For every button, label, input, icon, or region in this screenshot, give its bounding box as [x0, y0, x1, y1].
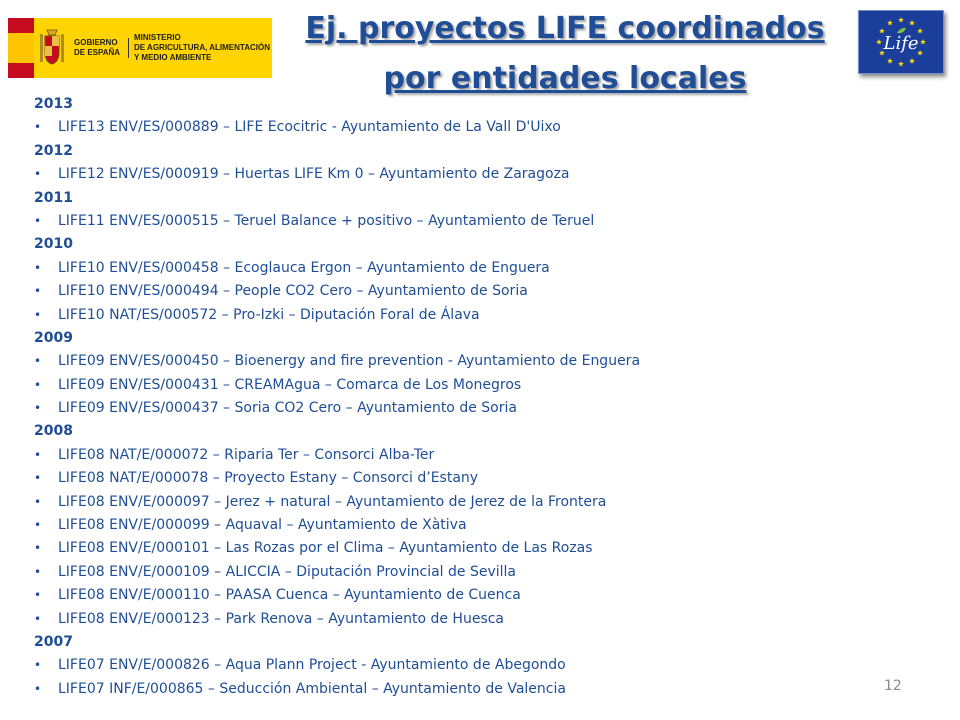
life-stars-icon — [859, 11, 943, 73]
project-item — [34, 397, 894, 420]
project-item — [34, 584, 894, 607]
project-item-text: LIFE09 ENV/ES/000437 – Soria CO2 Cero – Ayuntamiento de Soria — [58, 400, 517, 417]
project-item-text: LIFE09 ENV/ES/000431 – CREAMAgua – Comarca de Los Monegros — [58, 376, 522, 393]
project-item-text: LIFE08 ENV/E/000099 – Aquaval – Ayuntamiento de Xàtiva — [58, 517, 467, 534]
project-item-text: LIFE08 NAT/E/000078 – Proyecto Estany – Consorci d’Estany — [58, 470, 479, 487]
project-item-text: LIFE13 ENV/ES/000889 – LIFE Ecocitric - Ayuntamiento de La Vall D'Uixo — [58, 119, 561, 136]
project-item — [34, 280, 894, 303]
project-item-text: LIFE10 ENV/ES/000494 – People CO2 Cero – Ayuntamiento de Soria — [58, 283, 528, 300]
project-item-text: LIFE11 ENV/ES/000515 – Teruel Balance + positivo – Ayuntamiento de Teruel — [58, 212, 595, 229]
project-item — [34, 116, 894, 139]
project-item — [34, 210, 894, 233]
project-item-text: LIFE08 ENV/E/000097 – Jerez + natural – Ayuntamiento de Jerez de la Frontera — [58, 493, 607, 510]
bullet-icon: • — [34, 260, 42, 275]
year-heading: 2011 — [34, 189, 73, 206]
project-item-text: LIFE08 ENV/E/000110 – PAASA Cuenca – Ayuntamiento de Cuenca — [58, 587, 521, 604]
year-heading: 2008 — [34, 423, 73, 440]
project-item — [34, 257, 894, 280]
project-item — [34, 537, 894, 560]
gov-text-block — [70, 18, 272, 78]
project-item-text: LIFE07 ENV/E/000826 – Aqua Plann Project - Ayuntamiento de Abegondo — [58, 657, 566, 674]
eu-star-icon — [909, 20, 915, 25]
eu-star-icon — [898, 61, 904, 66]
bullet-icon: • — [34, 658, 42, 673]
project-item-text: LIFE08 ENV/E/000109 – ALICCIA – Diputación Provincial de Sevilla — [58, 563, 516, 580]
bullet-icon: • — [34, 284, 42, 299]
gobierno-label: GOBIERNO DE ESPAÑA — [74, 38, 129, 58]
eu-star-icon — [876, 39, 882, 44]
project-item — [34, 163, 894, 186]
bullet-icon: • — [34, 354, 42, 369]
eu-star-icon — [887, 20, 893, 25]
eu-life-logo — [858, 10, 944, 74]
ministerio-label: MINISTERIO DE AGRICULTURA, ALIMENTACIÓN Y MEDIO AMBIENTE — [134, 33, 270, 62]
bullet-icon: • — [34, 447, 42, 462]
eu-star-icon — [898, 17, 904, 22]
bullet-icon: • — [34, 588, 42, 603]
bullet-icon: • — [34, 401, 42, 416]
spain-flag-icon — [8, 18, 34, 78]
bullet-icon: • — [34, 611, 42, 626]
eu-star-icon — [909, 58, 915, 63]
project-item — [34, 561, 894, 584]
project-item — [34, 467, 894, 490]
project-item — [34, 444, 894, 467]
bullet-icon: • — [34, 471, 42, 486]
bullet-icon: • — [34, 167, 42, 182]
bullet-icon: • — [34, 377, 42, 392]
eu-star-icon — [887, 58, 893, 63]
bullet-icon: • — [34, 541, 42, 556]
bullet-icon: • — [34, 681, 42, 696]
coat-of-arms-icon — [34, 18, 70, 78]
project-item-text: LIFE08 ENV/E/000101 – Las Rozas por el Clima – Ayuntamiento de Las Rozas — [58, 540, 593, 557]
project-item — [34, 304, 894, 327]
bullet-icon: • — [34, 518, 42, 533]
project-item-text: LIFE09 ENV/ES/000450 – Bioenergy and fire prevention - Ayuntamiento de Enguera — [58, 353, 641, 370]
year-heading: 2009 — [34, 329, 73, 346]
page-number: 12 — [884, 678, 902, 694]
life-logo-text: Life — [883, 33, 919, 54]
project-item — [34, 350, 894, 373]
bullet-icon: • — [34, 494, 42, 509]
project-item — [34, 374, 894, 397]
year-heading: 2007 — [34, 633, 73, 650]
project-item-text: LIFE08 ENV/E/000123 – Park Renova – Ayuntamiento de Huesca — [58, 610, 505, 627]
project-item — [34, 654, 894, 677]
slide-title: Ej. proyectos LIFE coordinados por entidades locales — [305, 11, 825, 96]
year-heading: 2012 — [34, 142, 73, 159]
project-item — [34, 491, 894, 514]
bullet-icon: • — [34, 120, 42, 135]
year-heading: 2010 — [34, 236, 73, 253]
year-heading: 2013 — [34, 96, 73, 112]
project-item-text: LIFE12 ENV/ES/000919 – Huertas LIFE Km 0 – Ayuntamiento de Zaragoza — [58, 166, 570, 183]
project-item-text: LIFE10 NAT/ES/000572 – Pro-Izki – Diputación Foral de Álava — [58, 306, 480, 323]
project-item — [34, 514, 894, 537]
project-item — [34, 678, 894, 701]
project-list — [34, 93, 894, 701]
project-item-text: LIFE08 NAT/E/000072 – Riparia Ter – Consorci Alba-Ter — [58, 446, 435, 463]
eu-star-icon — [920, 39, 926, 44]
bullet-icon: • — [34, 564, 42, 579]
bullet-icon: • — [34, 307, 42, 322]
project-item-text: LIFE10 ENV/ES/000458 – Ecoglauca Ergon – Ayuntamiento de Enguera — [58, 259, 550, 276]
bullet-icon: • — [34, 213, 42, 228]
gobierno-espana-logo — [8, 18, 272, 78]
project-item-text: LIFE07 INF/E/000865 – Seducción Ambiental – Ayuntamiento de Valencia — [58, 680, 566, 697]
project-item — [34, 608, 894, 631]
